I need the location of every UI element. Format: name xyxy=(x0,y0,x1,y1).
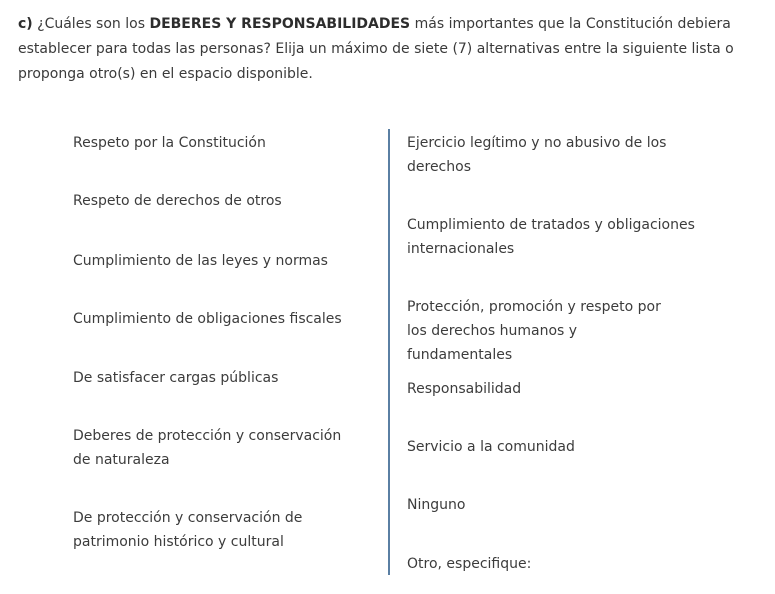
option-responsabilidad[interactable]: Responsabilidad xyxy=(407,381,522,397)
option-respeto-constitucion[interactable]: Respeto por la Constitución xyxy=(73,135,266,151)
question-body: más importantes que la Constitución debiera establecer para todas las personas? Elija un máximo de siete (7) alternativas entre la siguiente lista o proponga otro(s) en el espacio disponible. xyxy=(18,16,734,82)
option-respeto-derechos-otros[interactable]: Respeto de derechos de otros xyxy=(73,193,282,209)
option-servicio-comunidad[interactable]: Servicio a la comunidad xyxy=(407,439,575,455)
option-otro[interactable]: Otro, especifique: xyxy=(407,556,532,572)
question-intro: ¿Cuáles son los xyxy=(32,16,150,32)
option-derechos-humanos[interactable]: Protección, promoción y respeto por los derechos humanos y fundamentales xyxy=(407,299,661,363)
question-text xyxy=(18,12,763,87)
option-patrimonio[interactable]: De protección y conservación de patrimonio histórico y cultural xyxy=(73,510,303,550)
column-divider xyxy=(388,129,390,575)
option-ninguno[interactable]: Ninguno xyxy=(407,497,466,513)
option-proteccion-naturaleza[interactable]: Deberes de protección y conservación de naturaleza xyxy=(73,428,342,468)
option-cumplimiento-leyes[interactable]: Cumplimiento de las leyes y normas xyxy=(73,253,328,269)
option-cargas-publicas[interactable]: De satisfacer cargas públicas xyxy=(73,370,279,386)
option-tratados[interactable]: Cumplimiento de tratados y obligaciones internacionales xyxy=(407,217,695,257)
question-emphasis: DEBERES Y RESPONSABILIDADES xyxy=(149,16,411,32)
option-ejercicio-legitimo[interactable]: Ejercicio legítimo y no abusivo de los derechos xyxy=(407,135,667,175)
option-obligaciones-fiscales[interactable]: Cumplimiento de obligaciones fiscales xyxy=(73,311,342,327)
question-label: c) xyxy=(18,16,33,32)
